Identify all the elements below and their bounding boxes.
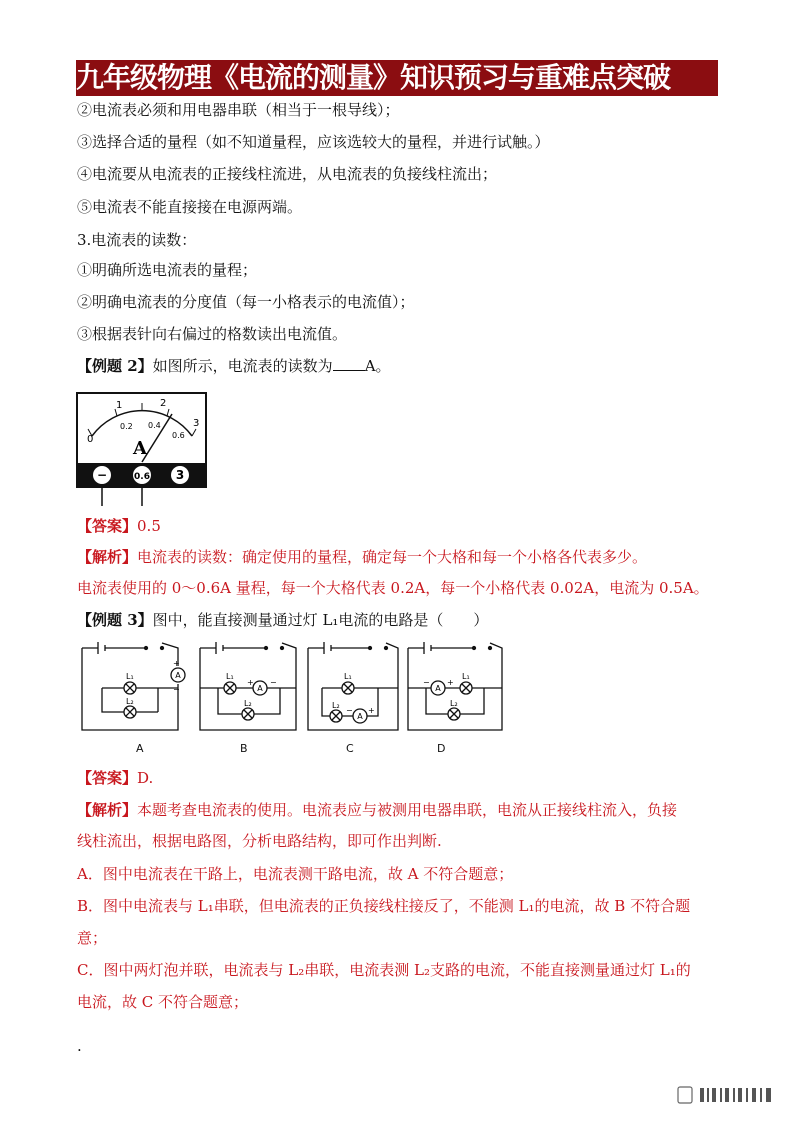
circuit-d-minus: −: [423, 678, 430, 687]
circuit-c-diagram: [304, 640, 404, 736]
option-c-analysis-2: 电流，故 C 不符合题意；: [77, 993, 249, 1011]
example2-question: [77, 356, 391, 376]
example3-question-text: 图中，能直接测量通过灯 L₁电流的电路是（ ）: [152, 611, 489, 629]
reading-step-2: ②明确电流表的分度值（每一小格表示的电流值）；: [77, 293, 415, 311]
circuit-b-diagram: [196, 640, 302, 736]
circuit-d-lamp2: L₂: [450, 699, 458, 708]
scale-bottom-2: 0.6: [172, 431, 185, 440]
scale-top-1: 1: [116, 400, 123, 411]
circuit-a-lamp1: L₁: [126, 672, 134, 681]
example2-question-text: 如图所示，电流表的读数为: [152, 357, 333, 375]
circuit-a-diagram: [78, 640, 190, 736]
circuit-d-meter: A: [435, 684, 441, 693]
example2-tag: 【例题 2】: [77, 357, 153, 375]
terminal-negative-label: −: [96, 468, 108, 482]
circuit-c-lamp2: L₂: [332, 701, 340, 710]
view-toolbar-icons[interactable]: [676, 1084, 776, 1106]
example2-analysis-2: 电流表使用的 0～0.6A 量程，每一个大格代表 0.2A，每一个小格代表 0.02A，电流为 0.5A。: [77, 579, 709, 597]
circuit-b-label: B: [240, 742, 248, 755]
circuit-a-meter: A: [175, 671, 181, 680]
terminal-0-6-label: 0.6: [134, 472, 150, 482]
rule-3: ③选择合适的量程（如不知道量程，应该选较大的量程，并进行试触。）: [77, 133, 550, 151]
dial-letter: A: [133, 438, 147, 459]
example2-unit: A。: [364, 357, 391, 375]
answer-tag: 【答案】: [77, 769, 138, 787]
circuit-b-meter: A: [257, 684, 263, 693]
answer-value: 0.5: [137, 517, 161, 535]
example3-tag: 【例题 3】: [77, 611, 153, 629]
option-b-analysis-2: 意；: [77, 929, 108, 947]
ammeter-figure: [76, 392, 208, 508]
circuit-a-lamp2: L₂: [126, 697, 134, 706]
circuit-c-meter: A: [357, 712, 363, 721]
example3-question: [77, 610, 488, 630]
circuit-b-lamp1: L₁: [226, 672, 234, 681]
rule-4: ④电流要从电流表的正接线柱流进，从电流表的负接线柱流出；: [77, 165, 498, 183]
scale-top-2: 2: [160, 398, 167, 409]
page-view-icon[interactable]: [678, 1087, 692, 1103]
answer-value: D.: [137, 769, 154, 787]
reading-step-1: ①明确所选电流表的量程；: [77, 261, 258, 279]
circuit-d-label: D: [437, 742, 446, 755]
reading-step-3: ③根据表针向右偏过的格数读出电流值。: [77, 325, 348, 343]
analysis-text: 本题考查电流表的使用。电流表应与被测用电器串联，电流从正接线柱流入，负接: [137, 801, 678, 819]
rule-5: ⑤电流表不能直接接在电源两端。: [77, 198, 303, 216]
circuit-a-minus: −: [173, 685, 180, 694]
scale-top-3: 3: [193, 418, 200, 429]
circuit-d-plus: +: [447, 678, 454, 687]
option-c-analysis-1: C．图中两灯泡并联，电流表与 L₂串联，电流表测 L₂支路的电流，不能直接测量通过灯 L₁的: [77, 961, 691, 979]
scale-top-0: 0: [87, 434, 94, 445]
analysis-text: 电流表的读数：确定使用的量程，确定每一个大格和每一个小格各代表多少。: [137, 548, 648, 566]
circuit-c-plus: +: [368, 706, 375, 715]
answer-blank: [333, 356, 365, 371]
circuit-b-minus: −: [270, 678, 277, 687]
example3-analysis-2: 线柱流出，根据电路图，分析电路结构，即可作出判断.: [77, 832, 442, 850]
scale-bottom-0: 0.2: [120, 422, 133, 431]
circuit-a-plus: +: [173, 659, 180, 668]
answer-tag: 【答案】: [77, 517, 138, 535]
circuit-c-label: C: [346, 742, 354, 755]
circuit-b-lamp2: L₂: [244, 699, 252, 708]
bars-icon[interactable]: [700, 1088, 771, 1102]
option-a-analysis: A．图中电流表在干路上，电流表测干路电流，故 A 不符合题意；: [77, 865, 514, 883]
terminal-3-label: 3: [175, 468, 185, 482]
option-b-analysis-1: B．图中电流表与 L₁串联，但电流表的正负接线柱接反了，不能测 L₁的电流，故 B 不符合题: [77, 897, 691, 915]
example2-analysis-1: [77, 547, 647, 567]
example3-answer: [77, 768, 153, 788]
circuit-d-diagram: [404, 640, 508, 736]
scale-bottom-1: 0.4: [148, 421, 161, 430]
circuit-c-minus: −: [346, 706, 353, 715]
circuit-a-label: A: [136, 742, 144, 755]
page-title: 九年级物理《电流的测量》知识预习与重难点突破: [76, 60, 718, 96]
example2-answer: [77, 516, 161, 536]
circuit-b-plus: +: [247, 678, 254, 687]
circuit-d-lamp1: L₁: [462, 672, 470, 681]
analysis-tag: 【解析】: [77, 801, 138, 819]
analysis-tag: 【解析】: [77, 548, 138, 566]
rule-2: ②电流表必须和用电器串联（相当于一根导线）；: [77, 101, 400, 119]
example3-analysis-1: [77, 800, 677, 820]
circuit-c-lamp1: L₁: [344, 672, 352, 681]
trailing-dot: .: [77, 1037, 82, 1055]
reading-heading: 3.电流表的读数：: [77, 231, 197, 249]
